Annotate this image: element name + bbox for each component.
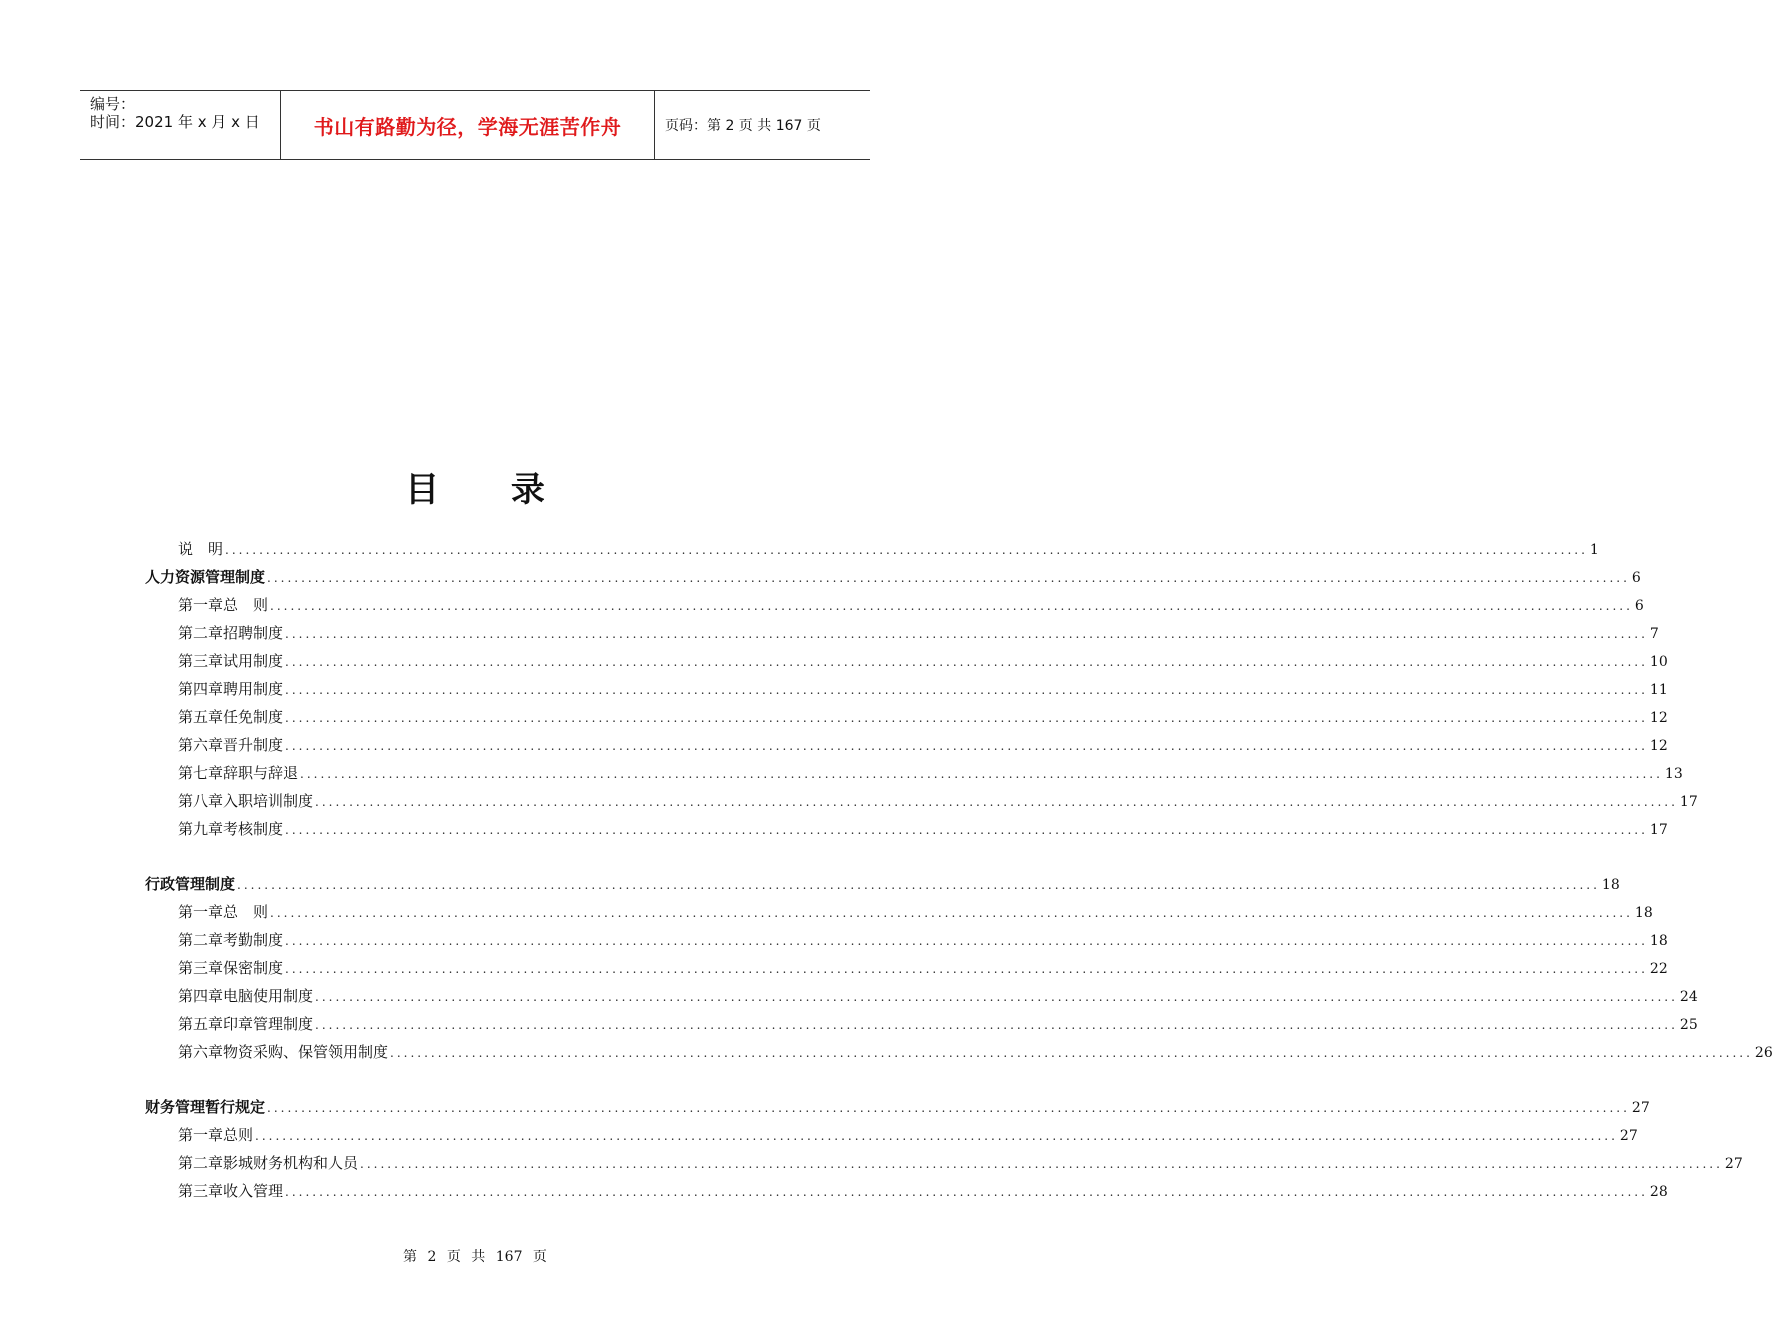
header-motto: 书山有路勤为径，学海无涯苦作舟 (313, 114, 622, 139)
toc-entry[interactable] (178, 1041, 1773, 1069)
toc-dot-leader: ........................................................................................................................................................................................................ (285, 627, 1648, 641)
toc-page-number: 6 (1631, 570, 1641, 586)
header-page-cell (655, 91, 870, 159)
toc-chapter-label: 第七章 (178, 764, 224, 782)
toc-dot-leader: ........................................................................................................................................................................................................ (390, 1046, 1753, 1060)
toc-chapter-label: 第三章 (178, 1182, 224, 1200)
toc-chapter-label: 第二章 (178, 931, 224, 949)
toc-entry[interactable] (178, 1180, 1668, 1208)
toc-entry-title: 辞职与辞退 (223, 764, 299, 782)
toc-chapter-label: 第二章 (178, 1154, 224, 1172)
toc-entry-title: 总 则 (223, 596, 269, 614)
toc-entry-title: 保密制度 (223, 959, 284, 977)
toc-page-number: 7 (1649, 626, 1659, 642)
toc-entry[interactable] (178, 929, 1668, 957)
toc-page-number: 18 (1601, 877, 1620, 893)
toc-entry[interactable] (145, 566, 1641, 594)
page-header (80, 90, 870, 160)
toc-dot-leader: ........................................................................................................................................................................................................ (285, 739, 1648, 753)
page-footer: 第 2 页 共 167 页 (403, 1249, 547, 1265)
toc-chapter-label: 第二章 (178, 624, 224, 642)
toc-dot-leader: ........................................................................................................................................................................................................ (315, 795, 1678, 809)
toc-dot-leader: ........................................................................................................................................................................................................ (315, 1018, 1678, 1032)
toc-page-number: 28 (1649, 1184, 1668, 1200)
toc-chapter-label: 第一章 (178, 1126, 224, 1144)
toc-chapter-label: 第一章 (178, 596, 224, 614)
toc-page-number: 17 (1649, 822, 1668, 838)
toc-entry[interactable] (178, 678, 1668, 706)
toc-page-number: 6 (1634, 598, 1644, 614)
toc-entry-title: 总 则 (223, 903, 269, 921)
toc-page-number: 11 (1649, 682, 1668, 698)
toc-dot-leader: ........................................................................................................................................................................................................ (315, 990, 1678, 1004)
toc-entry-title: 试用制度 (223, 652, 284, 670)
toc-entry-title: 影城财务机构和人员 (223, 1154, 359, 1172)
toc-chapter-label: 第五章 (178, 1015, 224, 1033)
toc-entry-title: 聘用制度 (223, 680, 284, 698)
toc-entry[interactable] (178, 734, 1668, 762)
toc-dot-leader: ........................................................................................................................................................................................................ (270, 599, 1633, 613)
header-motto-cell (281, 91, 655, 159)
toc-entry-title: 考勤制度 (223, 931, 284, 949)
toc-entry[interactable] (145, 873, 1620, 901)
toc-entry-title: 电脑使用制度 (223, 987, 314, 1005)
toc-entry[interactable] (178, 594, 1644, 622)
toc-page-number: 18 (1649, 933, 1668, 949)
toc-entry[interactable] (178, 790, 1698, 818)
toc-chapter-label: 第四章 (178, 680, 224, 698)
toc-entry-title: 收入管理 (223, 1182, 284, 1200)
toc-page-number: 10 (1649, 654, 1668, 670)
toc-entry[interactable] (178, 901, 1653, 929)
toc-dot-leader: ........................................................................................................................................................................................................ (267, 571, 1630, 585)
toc-chapter-label: 第六章 (178, 1043, 224, 1061)
toc-page-number: 13 (1664, 766, 1683, 782)
toc-page-number: 17 (1679, 794, 1698, 810)
toc-chapter-label: 第三章 (178, 652, 224, 670)
toc-entry-title: 印章管理制度 (223, 1015, 314, 1033)
toc-dot-leader: ........................................................................................................................................................................................................ (285, 962, 1648, 976)
toc-page-number: 18 (1634, 905, 1653, 921)
toc-entry-title: 说 明 (178, 540, 224, 558)
toc-chapter-label: 第四章 (178, 987, 224, 1005)
toc-entry[interactable] (178, 538, 1599, 566)
toc-chapter-label: 第六章 (178, 736, 224, 754)
toc-dot-leader: ........................................................................................................................................................................................................ (285, 683, 1648, 697)
toc-page-number: 12 (1649, 738, 1668, 754)
toc-entry[interactable] (178, 622, 1659, 650)
toc-entry[interactable] (178, 957, 1668, 985)
toc-entry-title: 任免制度 (223, 708, 284, 726)
toc-dot-leader: ........................................................................................................................................................................................................ (300, 767, 1663, 781)
toc-page-number: 27 (1619, 1128, 1638, 1144)
toc-dot-leader: ........................................................................................................................................................................................................ (270, 906, 1633, 920)
toc-entry-title: 总则 (223, 1126, 254, 1144)
toc-section-title: 财务管理暂行规定 (145, 1098, 266, 1116)
header-meta (80, 91, 281, 159)
toc-dot-leader: ........................................................................................................................................................................................................ (285, 823, 1648, 837)
toc-page-number: 27 (1631, 1100, 1650, 1116)
toc-dot-leader: ........................................................................................................................................................................................................ (225, 543, 1588, 557)
toc-entry-title: 晋升制度 (223, 736, 284, 754)
toc-chapter-label: 第五章 (178, 708, 224, 726)
toc-entry[interactable] (178, 706, 1668, 734)
toc-chapter-label: 第九章 (178, 820, 224, 838)
toc-page-number: 27 (1724, 1156, 1743, 1172)
toc-dot-leader: ........................................................................................................................................................................................................ (267, 1101, 1630, 1115)
toc-page-number: 1 (1589, 542, 1599, 558)
toc-dot-leader: ........................................................................................................................................................................................................ (360, 1157, 1723, 1171)
toc-section-title: 行政管理制度 (145, 875, 236, 893)
doc-number-label: 编号： (90, 95, 136, 113)
toc-chapter-label: 第一章 (178, 903, 224, 921)
toc-dot-leader: ........................................................................................................................................................................................................ (285, 1185, 1648, 1199)
toc-section-title: 人力资源管理制度 (145, 568, 266, 586)
toc-dot-leader: ........................................................................................................................................................................................................ (285, 934, 1648, 948)
toc-entry-title: 招聘制度 (223, 624, 284, 642)
toc-entry-title: 物资采购、保管领用制度 (223, 1043, 389, 1061)
toc-entry[interactable] (145, 1096, 1650, 1124)
toc-entry[interactable] (178, 985, 1698, 1013)
toc-entry[interactable] (178, 818, 1668, 846)
toc-dot-leader: ........................................................................................................................................................................................................ (285, 711, 1648, 725)
toc-page-number: 12 (1649, 710, 1668, 726)
toc-chapter-label: 第三章 (178, 959, 224, 977)
toc-dot-leader: ........................................................................................................................................................................................................ (237, 878, 1600, 892)
header-page-info: 页码：第 2 页 共 167 页 (665, 118, 821, 134)
toc-page-number: 24 (1679, 989, 1698, 1005)
toc-page-number: 22 (1649, 961, 1668, 977)
toc-entry-title: 入职培训制度 (223, 792, 314, 810)
toc-title: 目 录 (405, 470, 575, 510)
toc-chapter-label: 第八章 (178, 792, 224, 810)
toc-dot-leader: ........................................................................................................................................................................................................ (285, 655, 1648, 669)
toc-entry[interactable] (178, 1152, 1743, 1180)
toc-entry-title: 考核制度 (223, 820, 284, 838)
toc-entry[interactable] (178, 1013, 1698, 1041)
doc-time-label: 时间：2021 年 x 月 x 日 (90, 113, 260, 131)
toc-entry[interactable] (178, 650, 1668, 678)
toc-entry[interactable] (178, 762, 1683, 790)
toc-page-number: 26 (1754, 1045, 1773, 1061)
toc-dot-leader: ........................................................................................................................................................................................................ (255, 1129, 1618, 1143)
toc-page-number: 25 (1679, 1017, 1698, 1033)
toc-entry[interactable] (178, 1124, 1638, 1152)
